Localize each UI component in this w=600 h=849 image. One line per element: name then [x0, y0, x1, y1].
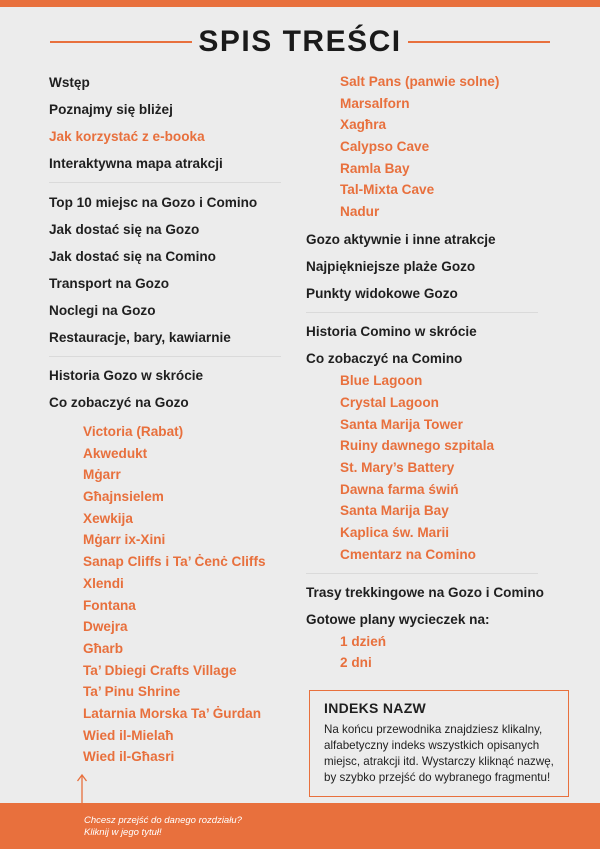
toc-subitem[interactable]: Fontana — [83, 597, 136, 613]
toc-subitem[interactable]: Ta’ Dbiegi Crafts Village — [83, 662, 237, 678]
toc-subitem[interactable]: Calypso Cave — [340, 139, 430, 155]
toc-subitem[interactable]: Ramla Bay — [340, 160, 410, 176]
title-header — [0, 20, 600, 64]
toc-subitem[interactable]: Dawna farma świń — [340, 481, 459, 497]
toc-subitem[interactable]: Tal-Mixta Cave — [340, 182, 435, 198]
toc-subitem[interactable]: Xagħra — [340, 117, 387, 133]
toc-subitem[interactable]: Victoria (Rabat) — [83, 424, 184, 439]
toc-subitem[interactable]: Santa Marija Bay — [340, 503, 449, 519]
toc-right-column — [306, 72, 544, 672]
toc-item[interactable]: Jak dostać się na Gozo — [49, 222, 200, 237]
footer-hint-line1: Chcesz przejść do danego rozdziału? — [84, 815, 242, 826]
toc-item[interactable]: Najpiękniejsze plaże Gozo — [306, 259, 476, 275]
toc-item: Gotowe plany wycieczek na: — [306, 611, 490, 627]
toc-subitem[interactable]: Salt Pans (panwie solne) — [340, 74, 500, 89]
toc-item-poznajmy[interactable]: Poznajmy się bliżej — [49, 102, 173, 117]
toc-subitem[interactable]: Ta’ Pinu Shrine — [83, 684, 181, 700]
toc-subitem[interactable]: Nadur — [340, 204, 380, 220]
comino-sights-list — [340, 372, 538, 564]
toc-item[interactable]: Co zobaczyć na Gozo — [49, 395, 189, 410]
toc-divider — [49, 356, 281, 357]
index-info-box — [309, 690, 569, 797]
toc-subitem[interactable]: Santa Marija Tower — [340, 416, 463, 432]
footer-bar — [0, 803, 600, 849]
toc-item[interactable]: Historia Comino w skrócie — [306, 324, 477, 340]
toc-subitem[interactable]: Sanap Cliffs i Ta’ Ċenċ Cliffs — [83, 554, 266, 570]
toc-item[interactable]: Restauracje, bary, kawiarnie — [49, 330, 231, 345]
toc-subitem[interactable]: Dwejra — [83, 619, 128, 635]
footer-hint-line2: Kliknij w jego tytuł! — [84, 827, 162, 838]
toc-subitem[interactable]: Xlendi — [83, 575, 124, 591]
gozo-sights-continued — [340, 73, 538, 221]
toc-subitem[interactable]: Latarnia Morska Ta’ Ġurdan — [83, 705, 262, 721]
toc-subitem[interactable]: Akwedukt — [83, 445, 148, 461]
toc-item[interactable]: Transport na Gozo — [49, 276, 170, 291]
toc-item[interactable]: Co zobaczyć na Comino — [306, 351, 463, 367]
arrow-up-icon — [76, 773, 88, 819]
toc-item-wstep[interactable]: Wstęp — [49, 75, 90, 90]
toc-subitem[interactable]: Kaplica św. Marii — [340, 524, 450, 540]
toc-item[interactable]: Top 10 miejsc na Gozo i Comino — [49, 195, 258, 210]
toc-item-mapa-atrakcji[interactable]: Interaktywna mapa atrakcji — [49, 156, 223, 171]
toc-subitem[interactable]: Cmentarz na Comino — [340, 546, 476, 562]
toc-divider — [306, 312, 538, 313]
toc-divider — [49, 182, 281, 183]
toc-subitem[interactable]: Blue Lagoon — [340, 373, 423, 389]
title-rule-left — [50, 41, 192, 43]
top-accent-bar — [0, 0, 600, 7]
toc-subitem[interactable]: Wied il-Għasri — [83, 749, 175, 765]
index-box-text: Na końcu przewodnika znajdziesz klikalny, alfabetyczny indeks wszystkich opisanych miejsc, atrakcji itd. Wystarczy kliknąć nazwę, by szybko przejść do wybranego fragmentu! — [324, 723, 554, 784]
toc-subitem[interactable]: 1 dzień — [340, 633, 387, 649]
gozo-sights-list — [83, 423, 281, 766]
page-title: SPIS TREŚCI — [198, 25, 402, 58]
toc-subitem[interactable]: Għajnsielem — [83, 489, 164, 505]
toc-item[interactable]: Historia Gozo w skrócie — [49, 368, 204, 383]
toc-subitem[interactable]: Crystal Lagoon — [340, 394, 439, 410]
title-rule-right — [408, 41, 550, 43]
toc-subitem[interactable]: Mġarr ix-Xini — [83, 532, 166, 548]
toc-divider — [306, 573, 538, 574]
footer-hint — [84, 815, 242, 839]
toc-item-jak-korzystac[interactable]: Jak korzystać z e-booka — [49, 129, 205, 144]
toc-subitem[interactable]: 2 dni — [340, 655, 372, 671]
index-box-title: INDEKS NAZW — [324, 700, 427, 716]
trip-plans-list — [340, 633, 538, 673]
toc-subitem[interactable]: Ruiny dawnego szpitala — [340, 438, 495, 454]
toc-subitem[interactable]: Wied il-Mielaħ — [83, 727, 174, 743]
toc-subitem[interactable]: St. Mary’s Battery — [340, 459, 455, 475]
toc-item[interactable]: Trasy trekkingowe na Gozo i Comino — [306, 584, 544, 600]
toc-subitem[interactable]: Marsalforn — [340, 95, 410, 111]
toc-item[interactable]: Gozo aktywnie i inne atrakcje — [306, 232, 496, 248]
toc-subitem[interactable]: Mġarr — [83, 467, 121, 483]
toc-item[interactable]: Punkty widokowe Gozo — [306, 286, 458, 302]
toc-item[interactable]: Jak dostać się na Comino — [49, 249, 216, 264]
toc-item[interactable]: Noclegi na Gozo — [49, 303, 156, 318]
toc-subitem[interactable]: Xewkija — [83, 510, 133, 526]
toc-left-column — [49, 72, 281, 766]
toc-subitem[interactable]: Għarb — [83, 640, 124, 656]
